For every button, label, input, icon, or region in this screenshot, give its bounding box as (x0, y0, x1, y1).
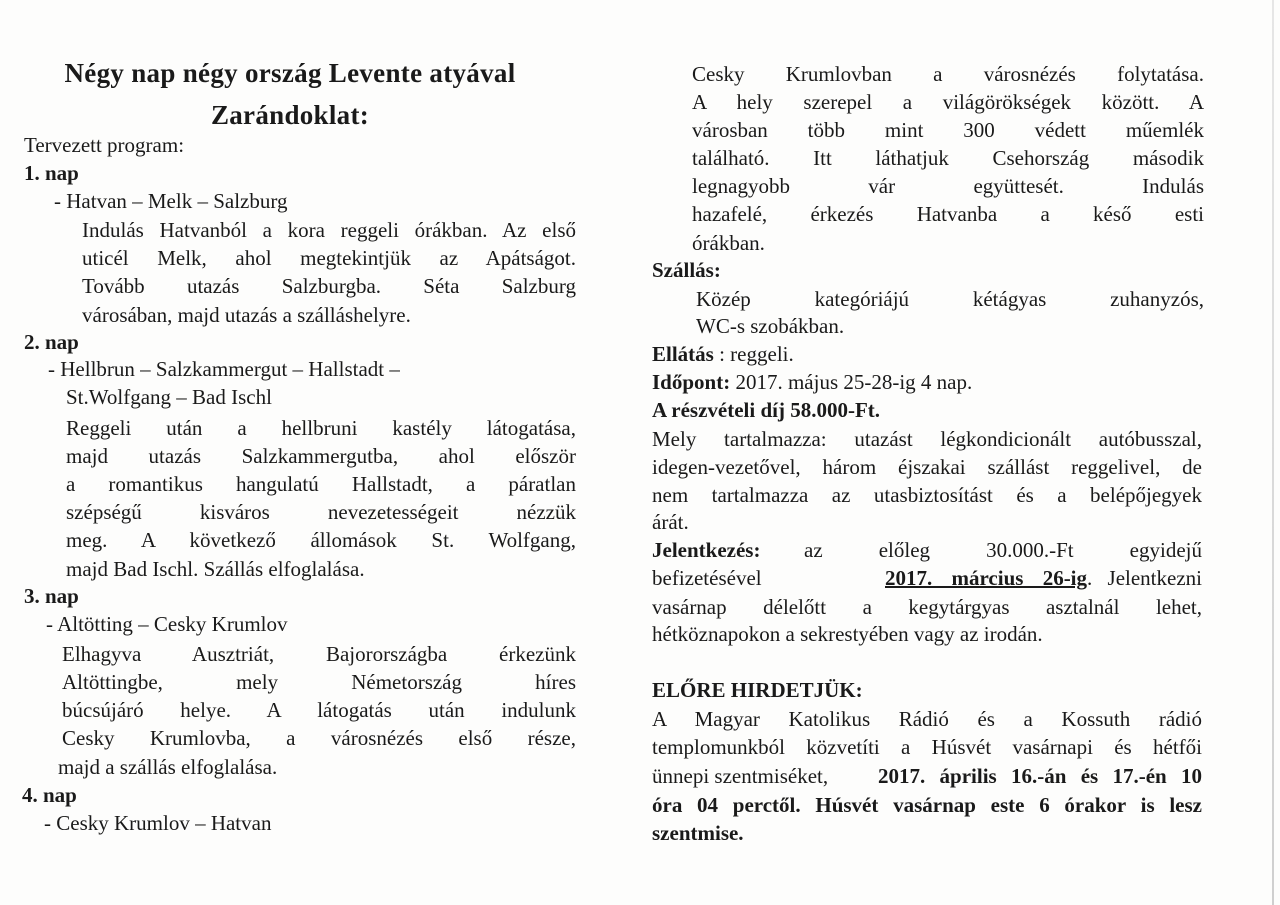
board-row (652, 341, 794, 367)
day-heading: 4. nap (22, 783, 77, 807)
registration-deadline: 2017. március 26-ig (885, 566, 1088, 590)
registration-text: az előleg 30.000.-Ft egyidejű (804, 538, 1202, 562)
day-heading: 1. nap (24, 161, 79, 185)
page-subtitle: Zarándoklat: (210, 100, 370, 130)
day4-text-line: hazafelé, érkezés Hatvanba a késő esti (692, 202, 1204, 226)
announce-text: óra 04 perctől. Húsvét vasárnap este 6 órakor is lesz (652, 793, 1202, 817)
day-text-line: a romantikus hangulatú Hallstadt, a páratlan (66, 472, 576, 496)
day-text-line: majd Bad Ischl. Szállás elfoglalása. (66, 557, 365, 581)
day-text-line: Cesky Krumlovba, a városnézés első része, (62, 726, 576, 750)
program-label: Tervezett program: (24, 133, 185, 157)
day4-text-line: órákban. (692, 231, 765, 255)
day-route: St.Wolfgang – Bad Ischl (66, 385, 272, 409)
day-text-line: majd utazás Salzkammergutba, ahol először (66, 444, 576, 468)
announce-text: szentmise. (652, 821, 744, 845)
date-label: Időpont: (652, 370, 731, 394)
day-text-line: majd a szállás elfoglalása. (58, 755, 278, 779)
day-route: - Hatvan – Melk – Salzburg (54, 189, 288, 213)
page-edge (1272, 0, 1274, 905)
registration-text: vasárnap délelőtt a kegytárgyas asztalnál lehet, (652, 595, 1202, 619)
registration-text: . Jelentkezni (1087, 566, 1202, 590)
fee-text: A részvételi díj 58.000-Ft. (652, 398, 881, 422)
board-label: Ellátás (652, 342, 714, 366)
includes-text: nem tartalmazza az utasbiztosítást és a belépőjegyek (652, 483, 1202, 507)
day-text-line: Altöttingbe, mely Németország híres (62, 670, 576, 694)
day4-text-line: Cesky Krumlovban a városnézés folytatása. (692, 62, 1204, 86)
registration-text: hétköznapokon a sekrestyében vagy az irodán. (652, 622, 1043, 646)
day4-text-line: legnagyobb vár együttesét. Indulás (692, 174, 1204, 198)
day4-text-line: található. Itt láthatjuk Csehország második (692, 146, 1204, 170)
includes-text: idegen-vezetővel, három éjszakai szállást reggelivel, de (652, 455, 1202, 479)
day-heading: 3. nap (24, 584, 79, 608)
registration-label: Jelentkezés: (652, 538, 761, 562)
day-route: - Cesky Krumlov – Hatvan (44, 811, 272, 835)
day-route: - Hellbrun – Salzkammergut – Hallstadt – (48, 357, 400, 381)
day-heading: 2. nap (24, 330, 79, 354)
day-route: - Altötting – Cesky Krumlov (46, 612, 288, 636)
announce-text: templomunkból közvetíti a Húsvét vasárnapi és hétfői (652, 735, 1202, 759)
accommodation-text: WC-s szobákban. (696, 314, 845, 338)
day-text-line: uticél Melk, ahol megtekintjük az Apátságot. (82, 246, 576, 270)
board-value: : reggeli. (713, 342, 794, 366)
day-text-line: Tovább utazás Salzburgba. Séta Salzburg (82, 274, 576, 298)
accommodation-label: Szállás: (652, 258, 721, 282)
day-text-line: szépségű kisváros nevezetességeit nézzük (66, 500, 576, 524)
announce-date: 2017. április 16.-án és 17.-én 10 (878, 764, 1202, 788)
announce-heading: ELŐRE HIRDETJÜK: (652, 678, 863, 702)
registration-row (652, 537, 1202, 563)
announce-text: A Magyar Katolikus Rádió és a Kossuth rádió (652, 707, 1202, 731)
day-text-line: meg. A következő állomások St. Wolfgang, (66, 528, 576, 552)
includes-text: Mely tartalmazza: utazást légkondicionált autóbusszal, (652, 427, 1202, 451)
day-text-line: búcsújáró helye. A látogatás után indulunk (62, 698, 576, 722)
date-value: 2017. május 25-28-ig 4 nap. (730, 370, 973, 394)
day-text-line: városában, majd utazás a szálláshelyre. (82, 303, 411, 327)
accommodation-text: Közép kategóriájú kétágyas zuhanyzós, (696, 287, 1204, 311)
date-row (652, 369, 972, 395)
day-text-line: Reggeli után a hellbruni kastély látogatása, (66, 416, 576, 440)
day4-text-line: A hely szerepel a világörökségek között. A (692, 90, 1204, 114)
announce-row (652, 763, 1202, 789)
includes-text: árát. (652, 510, 689, 534)
announce-text: ünnepi szentmiséket, (652, 764, 829, 788)
day-text-line: Elhagyva Ausztriát, Bajorországba érkezünk (62, 642, 576, 666)
registration-text: befizetésével (652, 566, 762, 590)
day4-text-line: városban több mint 300 védett műemlék (692, 118, 1204, 142)
registration-row-2 (652, 565, 1202, 591)
page-title: Négy nap négy ország Levente atyával (64, 58, 516, 88)
day-text-line: Indulás Hatvanból a kora reggeli órákban. Az első (82, 218, 576, 242)
